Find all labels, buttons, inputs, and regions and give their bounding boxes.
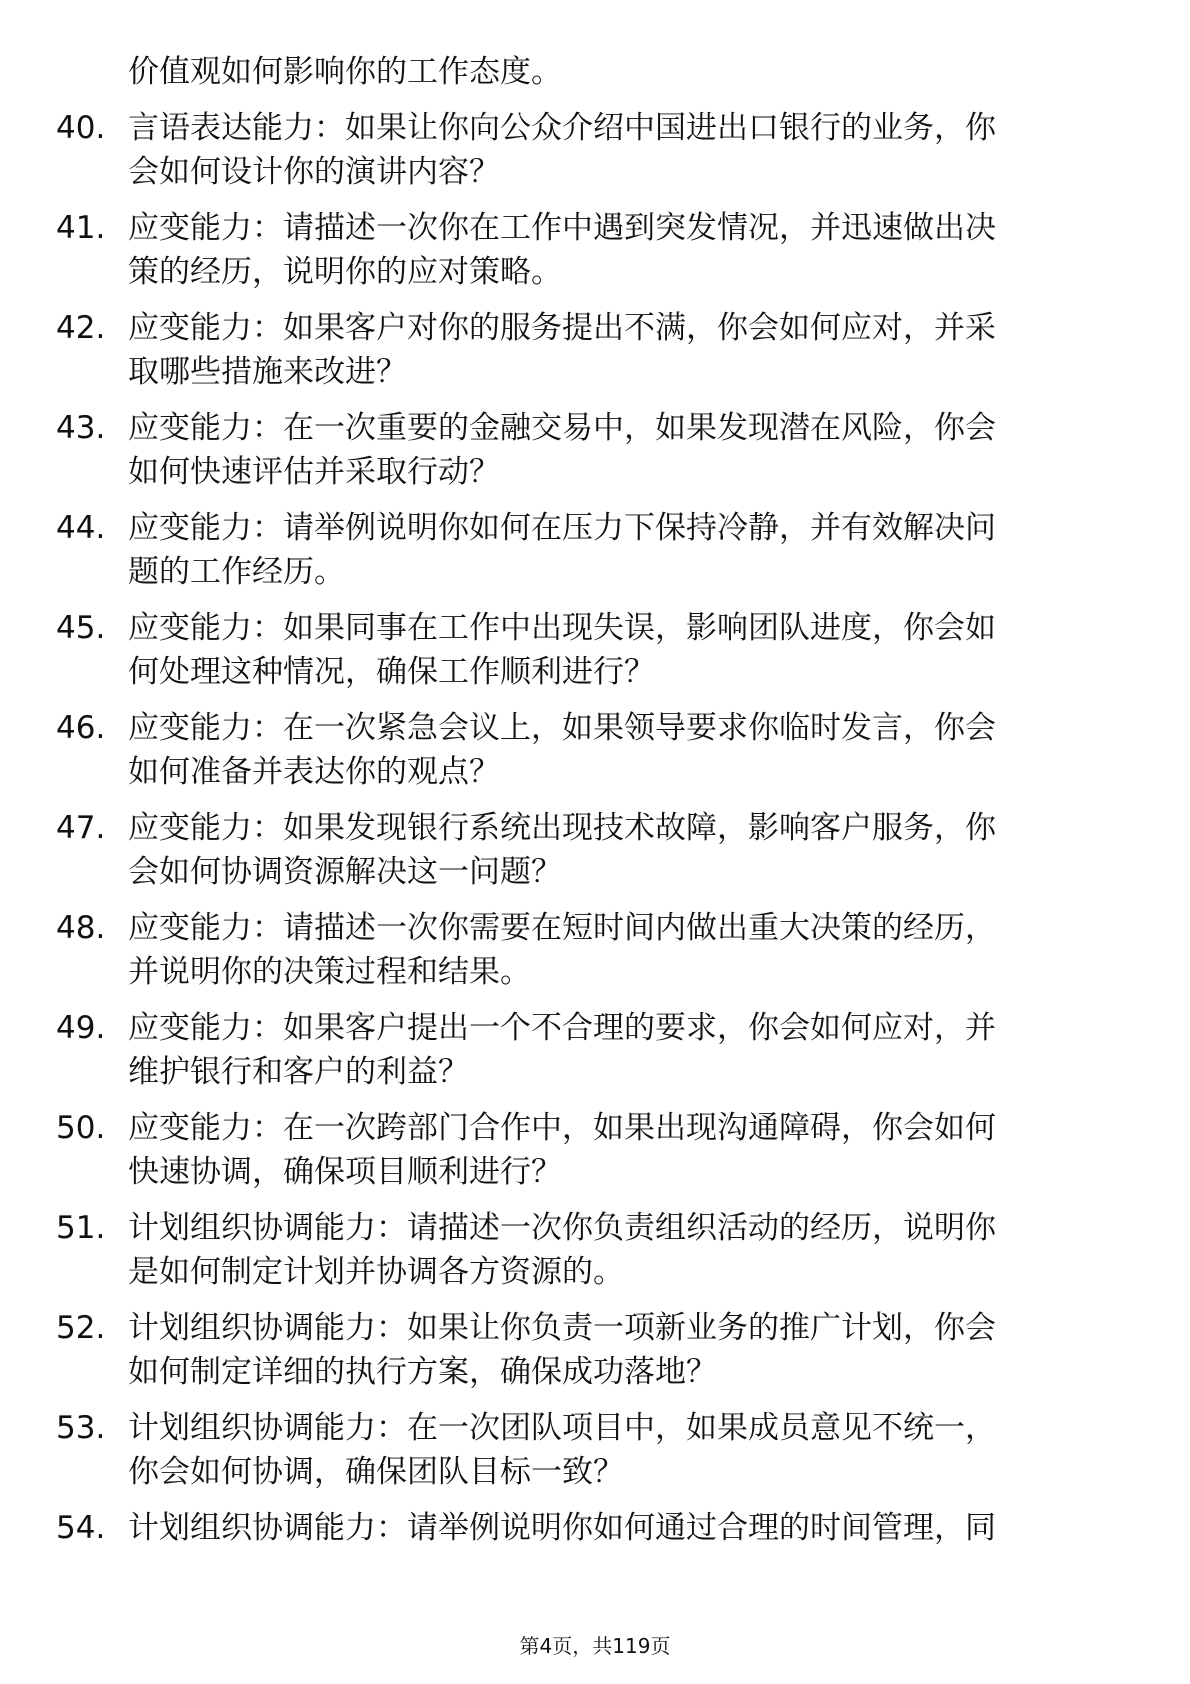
question-text-line: 应变能力：请举例说明你如何在压力下保持冷静，并有效解决问 <box>128 510 996 546</box>
question-text-line: 应变能力：如果客户对你的服务提出不满，你会如何应对，并采 <box>128 310 996 346</box>
question-list <box>56 50 1116 1550</box>
question-number: 41. <box>56 210 106 246</box>
question-text-line: 是如何制定计划并协调各方资源的。 <box>128 1254 624 1290</box>
question-text-line: 应变能力：请描述一次你需要在短时间内做出重大决策的经历， <box>128 910 996 946</box>
question-item <box>56 306 1116 394</box>
question-text-line: 应变能力：如果同事在工作中出现失误，影响团队进度，你会如 <box>128 610 996 646</box>
question-item <box>56 706 1116 794</box>
question-item <box>56 1206 1116 1294</box>
question-text-line: 计划组织协调能力：如果让你负责一项新业务的推广计划，你会 <box>128 1310 996 1346</box>
question-text-line: 取哪些措施来改进？ <box>128 354 407 390</box>
question-text-line: 计划组织协调能力：请描述一次你负责组织活动的经历，说明你 <box>128 1210 996 1246</box>
question-item <box>56 1306 1116 1394</box>
question-number: 44. <box>56 510 106 546</box>
question-item <box>56 1406 1116 1494</box>
question-text-line: 维护银行和客户的利益？ <box>128 1054 469 1090</box>
question-number: 47. <box>56 810 106 846</box>
question-text-line: 会如何设计你的演讲内容？ <box>128 154 500 190</box>
question-text-line: 并说明你的决策过程和结果。 <box>128 954 531 990</box>
question-text-line: 应变能力：在一次紧急会议上，如果领导要求你临时发言，你会 <box>128 710 996 746</box>
question-item <box>56 206 1116 294</box>
question-text-line: 你会如何协调，确保团队目标一致？ <box>128 1454 624 1490</box>
question-text-line: 会如何协调资源解决这一问题？ <box>128 854 562 890</box>
question-number: 49. <box>56 1010 106 1046</box>
question-number: 40. <box>56 110 106 146</box>
question-text-line: 应变能力：请描述一次你在工作中遇到突发情况，并迅速做出决 <box>128 210 996 246</box>
question-number: 52. <box>56 1310 106 1346</box>
question-item <box>56 106 1116 194</box>
question-text-line: 如何制定详细的执行方案，确保成功落地？ <box>128 1354 717 1390</box>
question-number: 51. <box>56 1210 106 1246</box>
question-number: 42. <box>56 310 106 346</box>
page-footer: 第4页，共119页 <box>519 1634 671 1658</box>
question-item <box>56 906 1116 994</box>
question-text-line: 言语表达能力：如果让你向公众介绍中国进出口银行的业务，你 <box>128 110 996 146</box>
question-text-line: 计划组织协调能力：请举例说明你如何通过合理的时间管理，同 <box>128 1510 996 1546</box>
question-text-line: 如何准备并表达你的观点？ <box>128 754 500 790</box>
question-text-line: 应变能力：如果发现银行系统出现技术故障，影响客户服务，你 <box>128 810 996 846</box>
question-item <box>56 806 1116 894</box>
question-text-line: 题的工作经历。 <box>128 554 345 590</box>
question-text-line: 应变能力：如果客户提出一个不合理的要求，你会如何应对，并 <box>128 1010 996 1046</box>
question-text-line: 如何快速评估并采取行动？ <box>128 454 500 490</box>
question-number: 43. <box>56 410 106 446</box>
question-item <box>56 1506 1116 1550</box>
question-number: 54. <box>56 1510 106 1546</box>
question-item <box>56 1006 1116 1094</box>
question-number: 48. <box>56 910 106 946</box>
continuation-line: 价值观如何影响你的工作态度。 <box>128 54 562 90</box>
question-item <box>56 506 1116 594</box>
question-number: 46. <box>56 710 106 746</box>
question-text-line: 快速协调，确保项目顺利进行？ <box>128 1154 562 1190</box>
question-number: 50. <box>56 1110 106 1146</box>
question-item <box>56 1106 1116 1194</box>
question-number: 45. <box>56 610 106 646</box>
question-text-line: 应变能力：在一次跨部门合作中，如果出现沟通障碍，你会如何 <box>128 1110 996 1146</box>
question-number: 53. <box>56 1410 106 1446</box>
question-text-line: 何处理这种情况，确保工作顺利进行？ <box>128 654 655 690</box>
question-item <box>56 406 1116 494</box>
question-text-line: 计划组织协调能力：在一次团队项目中，如果成员意见不统一， <box>128 1410 996 1446</box>
question-item <box>56 606 1116 694</box>
question-text-line: 策的经历，说明你的应对策略。 <box>128 254 562 290</box>
question-text-line: 应变能力：在一次重要的金融交易中，如果发现潜在风险，你会 <box>128 410 996 446</box>
